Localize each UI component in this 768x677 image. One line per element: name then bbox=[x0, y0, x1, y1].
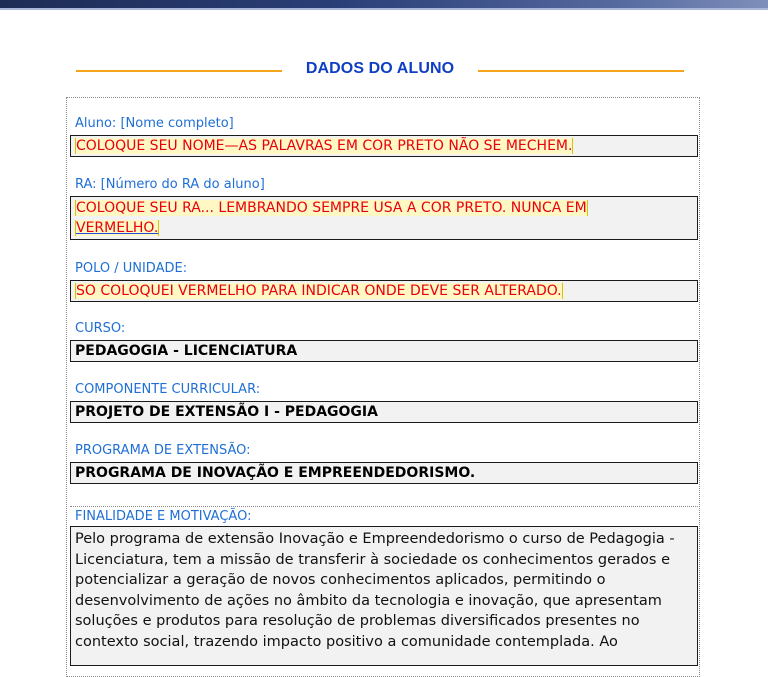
polo-value[interactable]: SO COLOQUEI VERMELHO PARA INDICAR ONDE DEVE SER ALTERADO. bbox=[76, 283, 562, 299]
aluno-label: Aluno: [Nome completo] bbox=[75, 116, 234, 131]
polo-field[interactable] bbox=[70, 280, 698, 302]
ra-value-line2[interactable]: VERMELHO. bbox=[76, 220, 159, 236]
componente-value[interactable]: PROJETO DE EXTENSÃO I - PEDAGOGIA bbox=[75, 404, 378, 420]
programa-label: PROGRAMA DE EXTENSÃO: bbox=[75, 443, 251, 458]
finalidade-label: FINALIDADE E MOTIVAÇÃO: bbox=[75, 509, 252, 524]
programa-value[interactable]: PROGRAMA DE INOVAÇÃO E EMPREENDEDORISMO. bbox=[75, 465, 476, 481]
programa-field[interactable] bbox=[70, 462, 698, 484]
finalidade-line: Licenciatura, tem a missão de transferir à sociedade os conhecimentos gerados e bbox=[75, 551, 671, 568]
window-top-bar bbox=[0, 0, 768, 10]
componente-field[interactable] bbox=[70, 401, 698, 423]
ra-value-line1[interactable]: COLOQUE SEU RA... LEMBRANDO SEMPRE USA A COR PRETO. NUNCA EM bbox=[76, 200, 587, 216]
finalidade-line: soluções e produtos para resolução de problemas diversificados presentes no bbox=[75, 613, 640, 629]
curso-label: CURSO: bbox=[75, 321, 126, 336]
page-title: DADOS DO ALUNO bbox=[305, 60, 455, 77]
heading-rule-right bbox=[478, 70, 684, 72]
ra-field[interactable] bbox=[70, 196, 698, 240]
finalidade-line: Pelo programa de extensão Inovação e Empreendedorismo o curso de Pedagogia - bbox=[75, 531, 675, 547]
curso-field[interactable] bbox=[70, 340, 698, 362]
section-heading bbox=[76, 59, 682, 83]
aluno-field[interactable] bbox=[70, 135, 698, 157]
finalidade-line: potencializar a geração de novos conhecimentos aplicados, permitindo o bbox=[75, 572, 606, 588]
finalidade-line: desenvolvimento de ações no âmbito da tecnologia e inovação, que apresentam bbox=[75, 592, 662, 609]
section-divider bbox=[70, 506, 698, 507]
polo-label: POLO / UNIDADE: bbox=[75, 261, 188, 276]
componente-label: COMPONENTE CURRICULAR: bbox=[75, 382, 261, 397]
aluno-value[interactable]: COLOQUE SEU NOME—AS PALAVRAS EM COR PRETO NÃO SE MECHEM. bbox=[76, 138, 573, 154]
finalidade-text[interactable] bbox=[70, 526, 698, 666]
finalidade-line: contexto social, trazendo impacto positivo a comunidade contemplada. Ao bbox=[75, 633, 618, 650]
ra-label: RA: [Número do RA do aluno] bbox=[75, 177, 265, 192]
heading-rule-left bbox=[76, 70, 282, 72]
curso-value[interactable]: PEDAGOGIA - LICENCIATURA bbox=[75, 343, 298, 359]
